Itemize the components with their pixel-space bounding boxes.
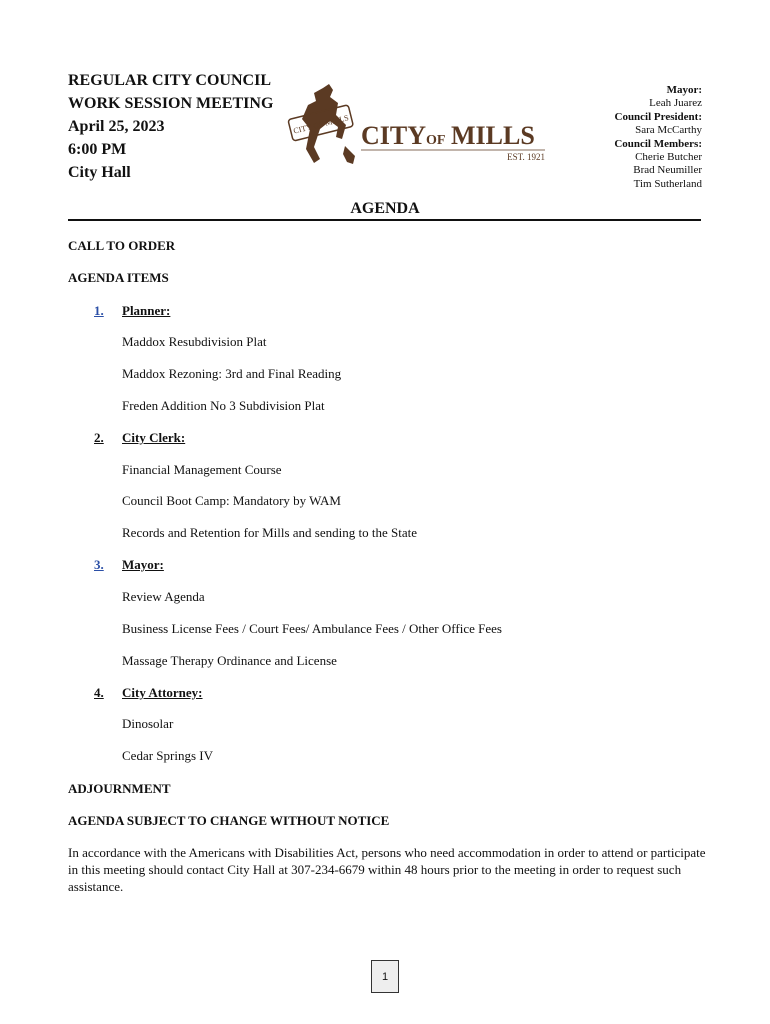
meeting-type-line-1: REGULAR CITY COUNCIL [68,72,271,89]
logo-of-text: OF [426,133,446,148]
agenda-items-heading: AGENDA ITEMS [68,270,169,285]
adjournment-heading: ADJOURNMENT [68,781,171,796]
seal-text: CITY OF MILLS [292,113,350,136]
meeting-time: 6:00 PM [68,141,127,158]
meeting-location: City Hall [68,164,131,181]
member-name: Cherie Butcher [635,151,702,164]
president-label: Council President: [614,110,702,123]
agenda-subitem: Freden Addition No 3 Subdivision Plat [122,398,325,413]
agenda-subitem: Business License Fees / Court Fees/ Ambulance Fees / Other Office Fees [122,621,502,636]
members-label: Council Members: [614,137,702,150]
item-heading-mayor: Mayor: [122,557,164,572]
logo-est-text: EST. 1921 [507,152,545,162]
item-number: 4. [94,685,104,700]
agenda-subitem: Maddox Resubdivision Plat [122,334,267,349]
agenda-subitem: Financial Management Course [122,462,282,477]
meeting-type-line-2: WORK SESSION MEETING [68,95,274,112]
meeting-info [68,69,273,184]
agenda-subitem: Review Agenda [122,589,205,604]
agenda-subitem: Dinosolar [122,716,174,731]
member-name: Brad Neumiller [633,164,702,177]
agenda-subitem: Massage Therapy Ordinance and License [122,653,337,668]
mayor-name: Leah Juarez [649,97,702,110]
item-number-link[interactable]: 1. [94,303,104,318]
meeting-date: April 25, 2023 [68,118,165,135]
agenda-title: AGENDA [350,200,420,217]
item-heading-planner: Planner: [122,303,171,318]
item-heading-city-attorney: City Attorney: [122,685,203,700]
president-name: Sara McCarthy [635,124,702,137]
page-number: 1 [371,960,399,993]
council-members-list [614,84,702,191]
mayor-label: Mayor: [666,84,702,96]
agenda-subitem: Maddox Rezoning: 3rd and Final Reading [122,366,342,381]
subject-to-change-heading: AGENDA SUBJECT TO CHANGE WITHOUT NOTICE [68,813,390,828]
agenda-subitem: Council Boot Camp: Mandatory by WAM [122,493,341,508]
logo-city-text: CITY [361,121,427,150]
member-name: Tim Sutherland [633,177,702,190]
title-divider [68,219,701,221]
call-to-order-heading: CALL TO ORDER [68,238,176,253]
agenda-subitem: Cedar Springs IV [122,748,213,763]
logo-mills-text: MILLS [451,121,535,150]
agenda-subitem: Records and Retention for Mills and sending to the State [122,525,417,540]
city-of-mills-logo [283,80,553,180]
ada-notice: In accordance with the Americans with Disabilities Act, persons who need accommodation in order to attend or participate in this meeting should contact City Hall at 307-234-6679 within 48 hours prior to the meeting in order to request such assistance. [68,845,706,894]
item-number-link[interactable]: 3. [94,557,104,572]
item-heading-city-clerk: City Clerk: [122,430,186,445]
item-number: 2. [94,430,104,445]
